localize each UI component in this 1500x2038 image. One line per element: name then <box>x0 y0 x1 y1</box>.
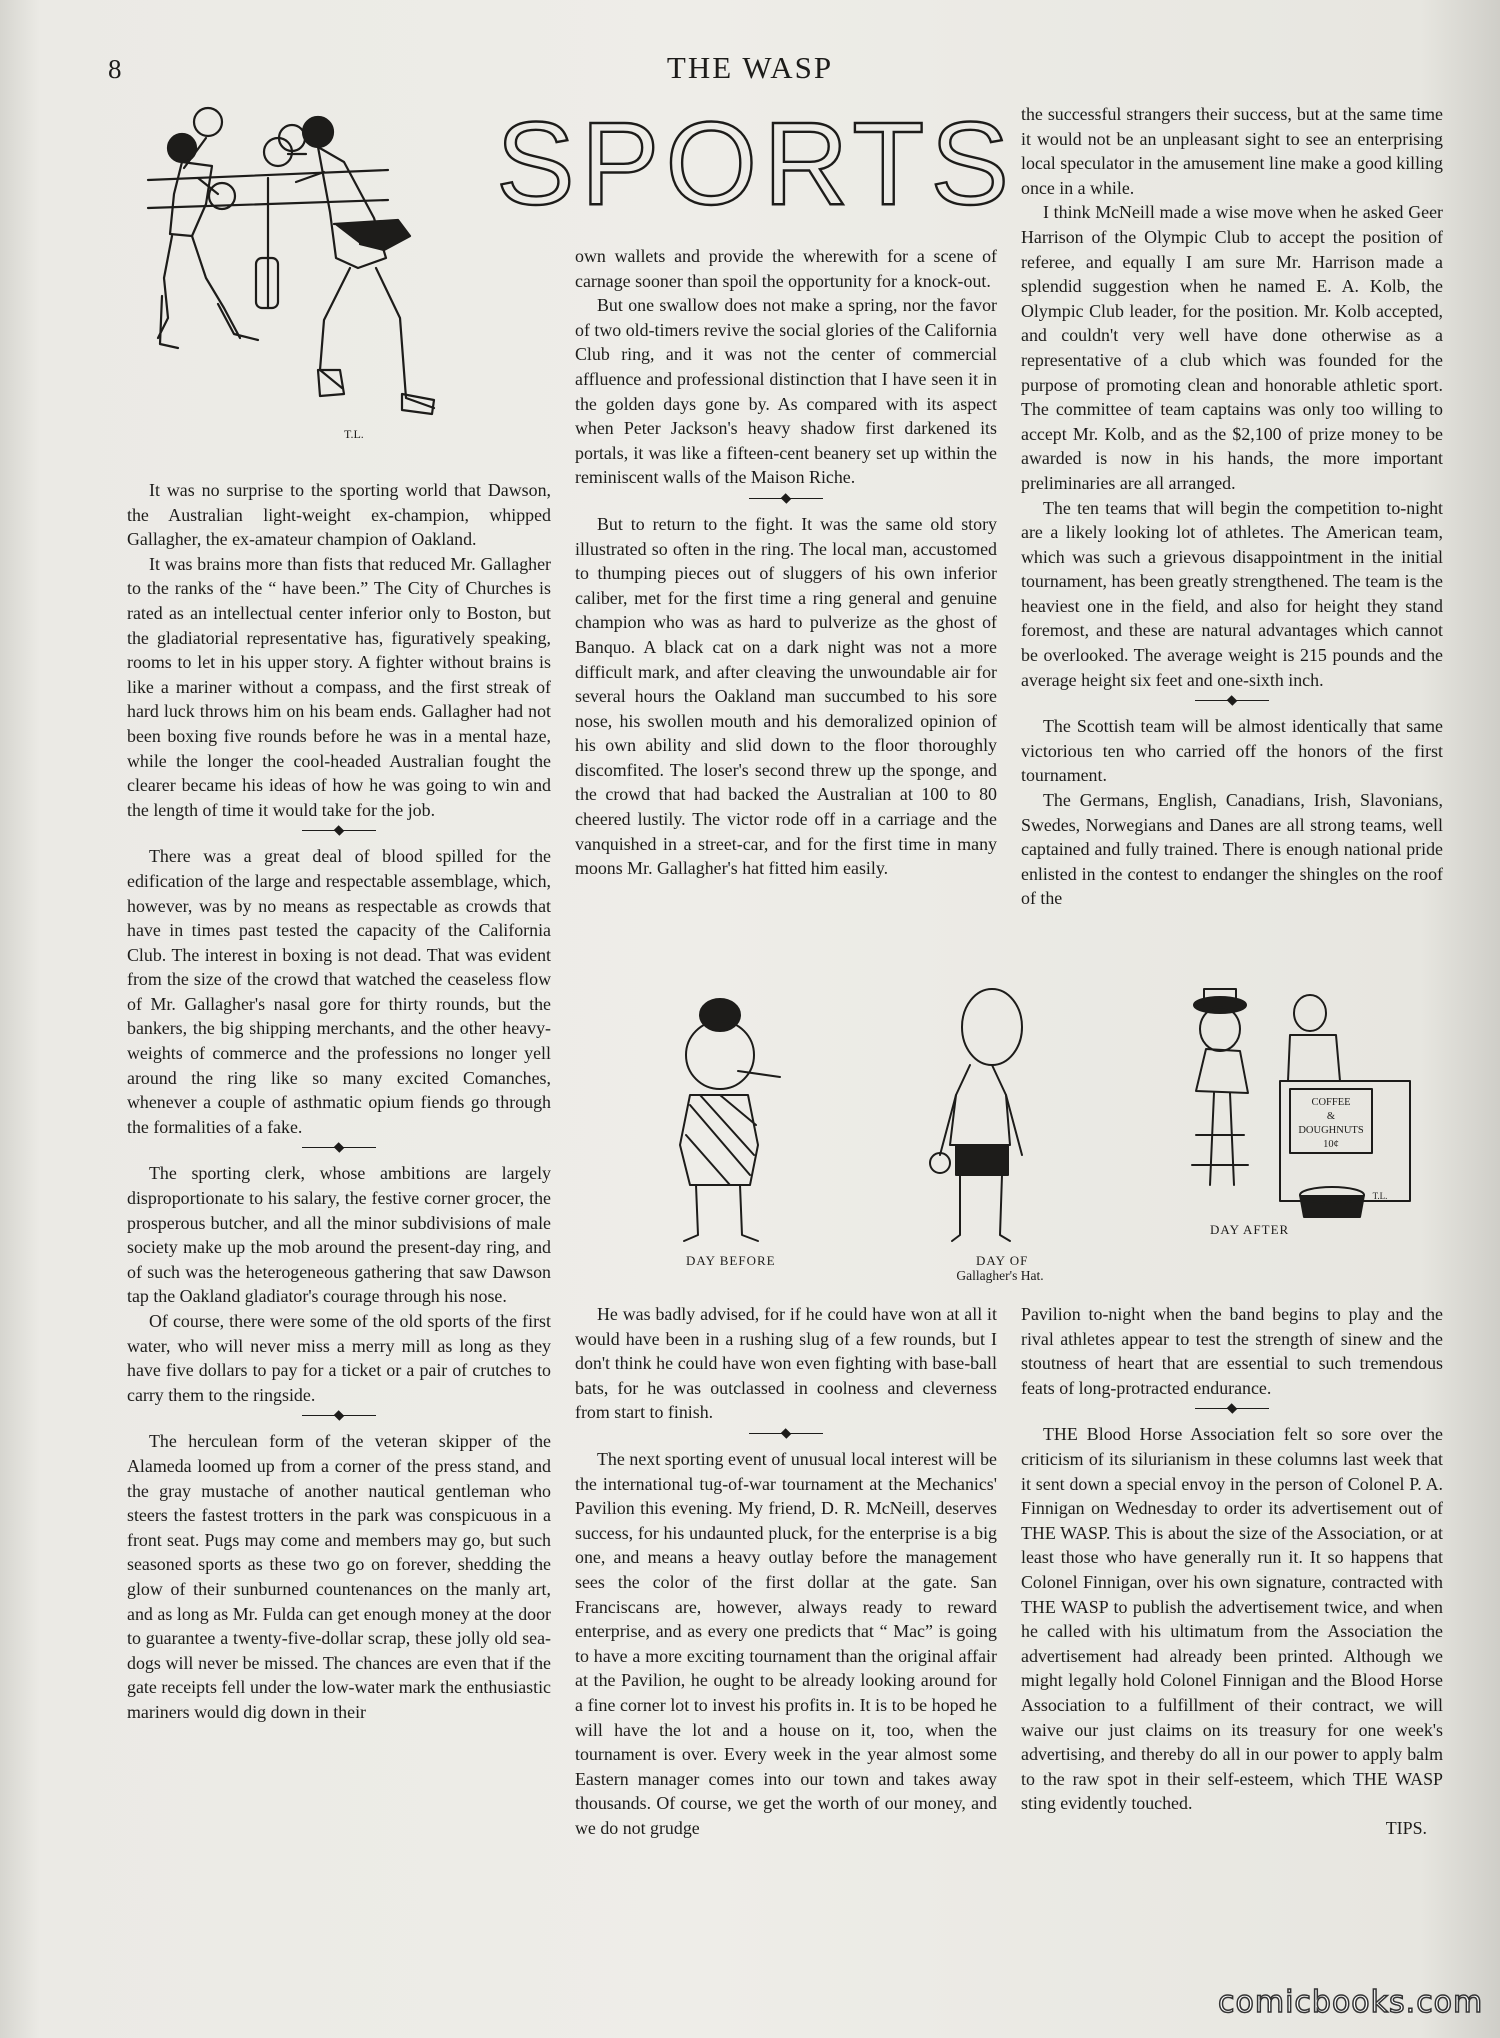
article-paragraph: Of course, there were some of the old sports of the first water, who will never miss a merry mill as long as they have five dollars to pay for a ticket or a pair of crutches to carry them to the ringside. <box>127 1311 551 1405</box>
sports-title-lettering <box>490 98 1016 230</box>
cartoon-caption: Gallagher's Hat. <box>956 1268 1044 1283</box>
gallaghers-hat-cartoon <box>660 985 1420 1265</box>
section-divider <box>127 1409 551 1423</box>
page-number: 8 <box>108 54 122 84</box>
article-paragraph: I think McNeill made a wise move when he asked Geer Harrison of the Olympic Club to accept the position of referee, and equally I am sure Mr. Harrison made a splendid suggestion when he named E. A. Kolb, the Olympic Club leader, for the position. Mr. Kolb accepted, and couldn't very well have done otherwise as a representative of a club which was founded for the purpose of promoting clean and honorable athletic sport. The committee of team captains was only too willing to accept Mr. Kolb, and as the $2,100 of prize money to be awarded is now in his hands, the more important preliminaries are all arranged. <box>1021 202 1443 493</box>
article-paragraph: The herculean form of the veteran skipper of the Alameda loomed up from a corner of the press stand, and the gray mustache of another nautical gentleman who steers the fastest trotters in the park was conspicuous in a front seat. Pugs may come and members may go, but such seasoned sports as these two go on forever, shedding the glow of their sunburned countenances on the manly art, and as long as Mr. Fulda can get enough money at the door to guarantee a twenty-five-dollar scrap, these jolly old sea-dogs will never be missed. The chances are even that if the gate receipts fell under the low-water mark the enthusiastic mariners would dig down in their <box>127 1431 551 1722</box>
section-divider <box>127 824 551 838</box>
section-divider <box>575 492 997 506</box>
article-paragraph: The Germans, English, Canadians, Irish, Slavonians, Swedes, Norwegians and Danes are all strong teams, well captained and fully trained. There is enough national pride enlisted in the contest to endanger the shingles on the roof of the <box>1021 790 1443 909</box>
boxers-signature: T.L. <box>344 427 364 441</box>
article-paragraph: The next sporting event of unusual local interest will be the international tug-of-war tournament at the Mechanics' Pavilion this evening. My friend, D. R. McNeill, deserves success, for his undaunted pluck, for the enterprise is a big one, and means a heavy outlay before the management sees the color of the first dollar at the gate. San Franciscans are, however, always ready to reward enterprise, and as every one predicts that “ Mac” is going to have a more exciting tournament than the original affair at the Pavilion, he ought to be already looking around for a fine corner lot to invest his profits in. It is to be hoped he will have the lot and a house on it, too, when the tournament is over. Every week in the year almost some Eastern manager comes into our town and takes away thousands. Of course, we get the worth of our money, and we do not grudge <box>575 1448 997 1838</box>
site-watermark: comicbooks.com <box>1218 1985 1484 2020</box>
caption-day-of: DAY OF <box>976 1253 1029 1268</box>
cartoon-signature: T.L. <box>1372 1191 1388 1201</box>
article-paragraph: the successful strangers their success, but at the same time it would not be an unpleasant sight to see an enterprising local speculator in the amusement line make a good killing once in a while. <box>1021 104 1443 198</box>
article-paragraph: But one swallow does not make a spring, nor the favor of two old-timers revive the social glories of the California Club ring, and it was not the center of commercial affluence and professional distinction that I have seen it in the golden days gone by. As compared with its aspect when Peter Jackson's heavy shadow first darkened its portals, it was like a fifteen-cent beanery set up within the reminiscent walls of the Maison Riche. <box>575 295 997 488</box>
article-paragraph: The sporting clerk, whose ambitions are largely disproportionate to his salary, the festive corner grocer, the prosperous butcher, and all the minor subdivisions of male society make up the mob around the present-day ring, and of such was the heterogeneous gathering that saw Dawson tap the Oakland gladiator's courage through his nose. <box>127 1163 551 1307</box>
article-paragraph: But to return to the fight. It was the same old story illustrated so often in the ring. The local man, accustomed to thumping pieces out of sluggers of his own inferior caliber, met for the first time a ring general and genuine champion who was as hard to pulverize as the ghost of Banquo. A black cat on a dark night was not a more difficult mark, and after cleaving the unwoundable air for several hours the Oakland man succumbed to his sore nose, his swollen mouth and his demoralized opinion of his own ability and slid down to the floor thoroughly discomfited. The loser's second threw up the sponge, and the crowd that had backed the Australian at 100 to 80 cheered lustily. The victor rode off in a carriage and the vanquished in a street-car, and for the first time in many moons Mr. Gallagher's hat fitted him easily. <box>575 513 997 879</box>
caption-day-after: DAY AFTER <box>1210 1222 1290 1237</box>
section-divider <box>127 1141 551 1155</box>
article-column-3-top <box>1021 102 1443 911</box>
article-column-2-bottom <box>575 1302 997 1840</box>
article-column-2-top <box>575 244 997 881</box>
article-paragraph: Pavilion to-night when the band begins to play and the rival athletes appear to test the strength of sinew and the stoutness of heart that are essential to such tremendous feats of long-protracted endurance. <box>1021 1304 1443 1398</box>
section-divider <box>575 1427 997 1441</box>
article-paragraph: It was brains more than fists that reduced Mr. Gallagher to the ranks of the “ have been.” The City of Churches is rated as an intellectual center inferior only to Boston, but the gladiatorial representative has, figuratively speaking, rooms to let in his upper story. A fighter without brains is like a mariner without a compass, and the first streak of hard luck throws him on his beam ends. Gallagher had not been boxing five rounds before he was in a mental haze, while the longer the cool-headed Australian fought the clearer became his ideas of how he was going to win and the length of time it would take for the job. <box>127 553 551 820</box>
article-paragraph: own wallets and provide the wherewith for a scene of carnage sooner than spoil the opportunity for a knock-out. <box>575 246 997 291</box>
article-paragraph: The Scottish team will be almost identically that same victorious ten who carried off the honors of the first tournament. <box>1021 716 1443 786</box>
section-divider <box>1021 1402 1443 1416</box>
article-column-3-bottom <box>1021 1302 1443 1840</box>
section-divider <box>1021 694 1443 708</box>
coffee-sign-line: & <box>1326 1111 1336 1122</box>
coffee-sign-line: DOUGHNUTS <box>1298 1125 1364 1136</box>
article-column-1 <box>127 478 551 1725</box>
caption-day-before: DAY BEFORE <box>686 1253 776 1268</box>
article-paragraph: It was no surprise to the sporting world that Dawson, the Australian light-weight ex-champion, whipped Gallagher, the ex-amateur champion of Oakland. <box>127 480 551 550</box>
article-paragraph: He was badly advised, for if he could have won at all it would have been in a rushing slug of a few rounds, but I don't think he could have won even fighting with base-ball bats, for he was outclassed in coolness and cleverness from start to finish. <box>575 1304 997 1423</box>
article-paragraph: There was a great deal of blood spilled for the edification of the large and respectable assemblage, which, however, was by no means as respectable as crowds that have in times past tested the capacity of the California Club. The interest in boxing is not dead. That was evident from the size of the crowd that watched the ceaseless flow of Mr. Gallagher's nasal gore for thirty rounds, but the bankers, the big shipping merchants, and the other heavy-weights of commerce and the professions no longer yell around the ring like so many excited Comanches, whenever a couple of asthmatic opium fiends go through the formalities of a fake. <box>127 846 551 1137</box>
coffee-sign-line: COFFEE <box>1311 1097 1351 1108</box>
sports-title-text: SPORTS <box>496 98 1016 230</box>
article-signoff: TIPS. <box>1385 1817 1427 1838</box>
masthead-title: THE WASP <box>666 50 834 85</box>
article-paragraph: THE Blood Horse Association felt so sore over the criticism of its silurianism in these columns last week that it sent down a special envoy in the person of Colonel P. A. Finnigan on Wednesday to order its advertisement out of THE WASP. This is about the size of the Association, or at least those who have generally run it. It so happens that Colonel Finnigan, over his own signature, contracted with THE WASP to publish the advertisement twice, and when he called with his ultimatum from the Association the advertisement had already been printed. Although we might legally hold Colonel Finnigan and the Blood Horse Association to a fulfillment of their contract, we will waive our just claims on its treasury for one week's advertising, and thereby do all in our power to apply balm to the raw spot in their self-esteem, which THE WASP sting evidently touched. <box>1021 1424 1443 1814</box>
article-paragraph: The ten teams that will begin the competition to-night are a likely looking lot of athletes. The American team, which was such a grievous disappointment in the initial tournament, has been greatly strengthened. The team is the heaviest one in the field, and also for height they stand foremost, and these are natural advantages which cannot be overlooked. The average weight is 215 pounds and the average height six feet and one-sixth inch. <box>1021 497 1443 690</box>
coffee-sign-line: 10¢ <box>1323 1139 1339 1150</box>
